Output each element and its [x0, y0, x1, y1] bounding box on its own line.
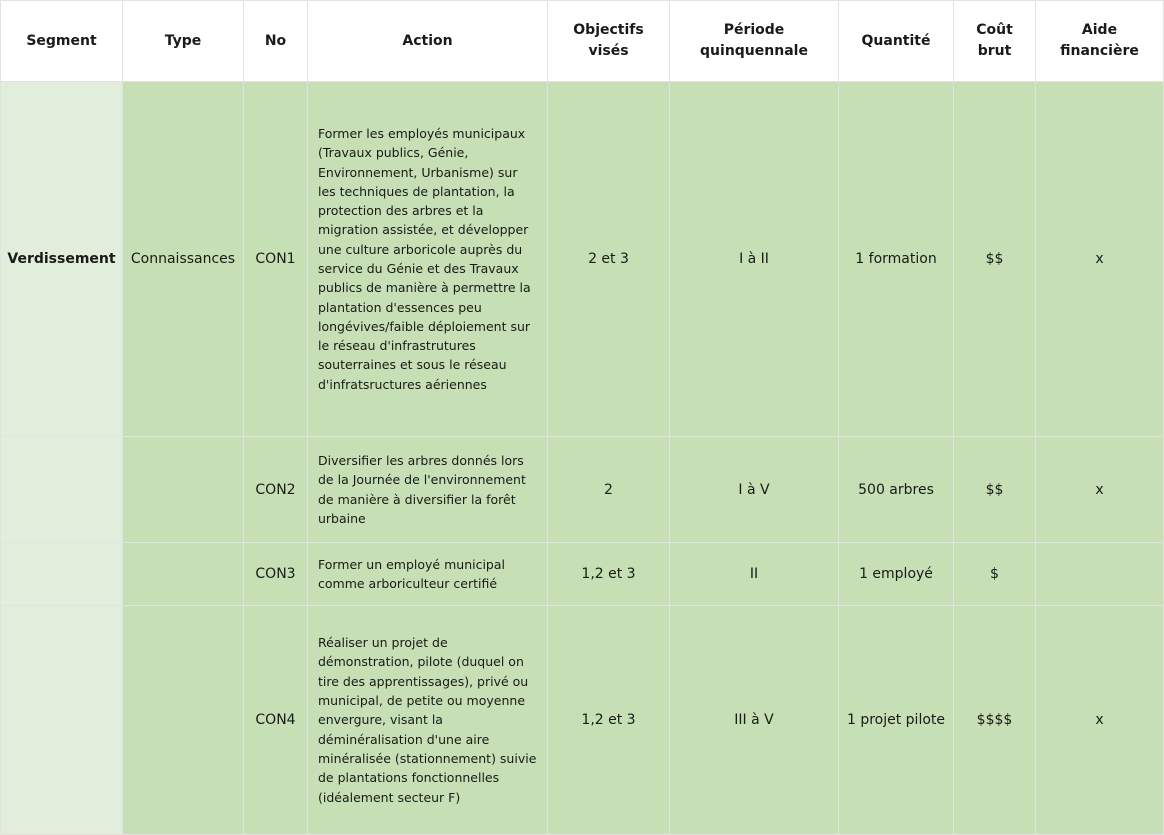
- objectifs-cell: 2 et 3: [548, 82, 670, 437]
- type-cell: [123, 543, 244, 606]
- aide-cell: [1036, 543, 1164, 606]
- table-row: [1, 543, 1164, 606]
- no-cell: CON1: [244, 82, 308, 437]
- objectifs-cell: 1,2 et 3: [548, 606, 670, 835]
- table-row: [1, 437, 1164, 543]
- table-row: [1, 606, 1164, 835]
- cout-cell: $$: [954, 437, 1036, 543]
- quantite-cell: 1 formation: [839, 82, 954, 437]
- type-cell: Connaissances: [123, 82, 244, 437]
- aide-cell: x: [1036, 82, 1164, 437]
- objectifs-cell: 1,2 et 3: [548, 543, 670, 606]
- action-cell: Réaliser un projet de démonstration, pilote (duquel on tire des apprentissages), privé ou municipal, de petite ou moyenne envergure, visant la déminéralisation d'une aire minéralisée (stationnement) suivie de plantations fonctionnelles (idéalement secteur F): [308, 606, 548, 835]
- action-cell: Diversifier les arbres donnés lors de la Journée de l'environnement de manière à diversifier la forêt urbaine: [308, 437, 548, 543]
- quantite-cell: 1 projet pilote: [839, 606, 954, 835]
- quantite-cell: 1 employé: [839, 543, 954, 606]
- type-cell: [123, 606, 244, 835]
- segment-cell: [1, 437, 123, 543]
- no-cell: CON2: [244, 437, 308, 543]
- periode-cell: II: [670, 543, 839, 606]
- type-cell: [123, 437, 244, 543]
- header-aide: Aide financière: [1036, 1, 1164, 82]
- cout-cell: $$: [954, 82, 1036, 437]
- header-action: Action: [308, 1, 548, 82]
- no-cell: CON3: [244, 543, 308, 606]
- header-periode: Période quinquennale: [670, 1, 839, 82]
- quantite-cell: 500 arbres: [839, 437, 954, 543]
- periode-cell: I à V: [670, 437, 839, 543]
- header-no: No: [244, 1, 308, 82]
- header-quantite: Quantité: [839, 1, 954, 82]
- cout-cell: $: [954, 543, 1036, 606]
- action-cell: Former un employé municipal comme arboriculteur certifié: [308, 543, 548, 606]
- objectifs-cell: 2: [548, 437, 670, 543]
- table-row: [1, 82, 1164, 437]
- segment-cell: [1, 606, 123, 835]
- segment-cell: [1, 543, 123, 606]
- segment-cell: Verdissement: [1, 82, 123, 437]
- periode-cell: III à V: [670, 606, 839, 835]
- periode-cell: I à II: [670, 82, 839, 437]
- header-type: Type: [123, 1, 244, 82]
- aide-cell: x: [1036, 437, 1164, 543]
- header-cout: Coût brut: [954, 1, 1036, 82]
- header-objectifs: Objectifs visés: [548, 1, 670, 82]
- header-row: [1, 1, 1164, 82]
- no-cell: CON4: [244, 606, 308, 835]
- header-segment: Segment: [1, 1, 123, 82]
- cout-cell: $$$$: [954, 606, 1036, 835]
- action-cell: Former les employés municipaux (Travaux publics, Génie, Environnement, Urbanisme) sur les techniques de plantation, la protection des arbres et la migration assistée, et développer une culture arboricole auprès du service du Génie et des Travaux publics de manière à permettre la plantation d'essences peu longévives/faible déploiement sur le réseau d'infrastrutures souterraines et sous le réseau d'infratsructures aériennes: [308, 82, 548, 437]
- aide-cell: x: [1036, 606, 1164, 835]
